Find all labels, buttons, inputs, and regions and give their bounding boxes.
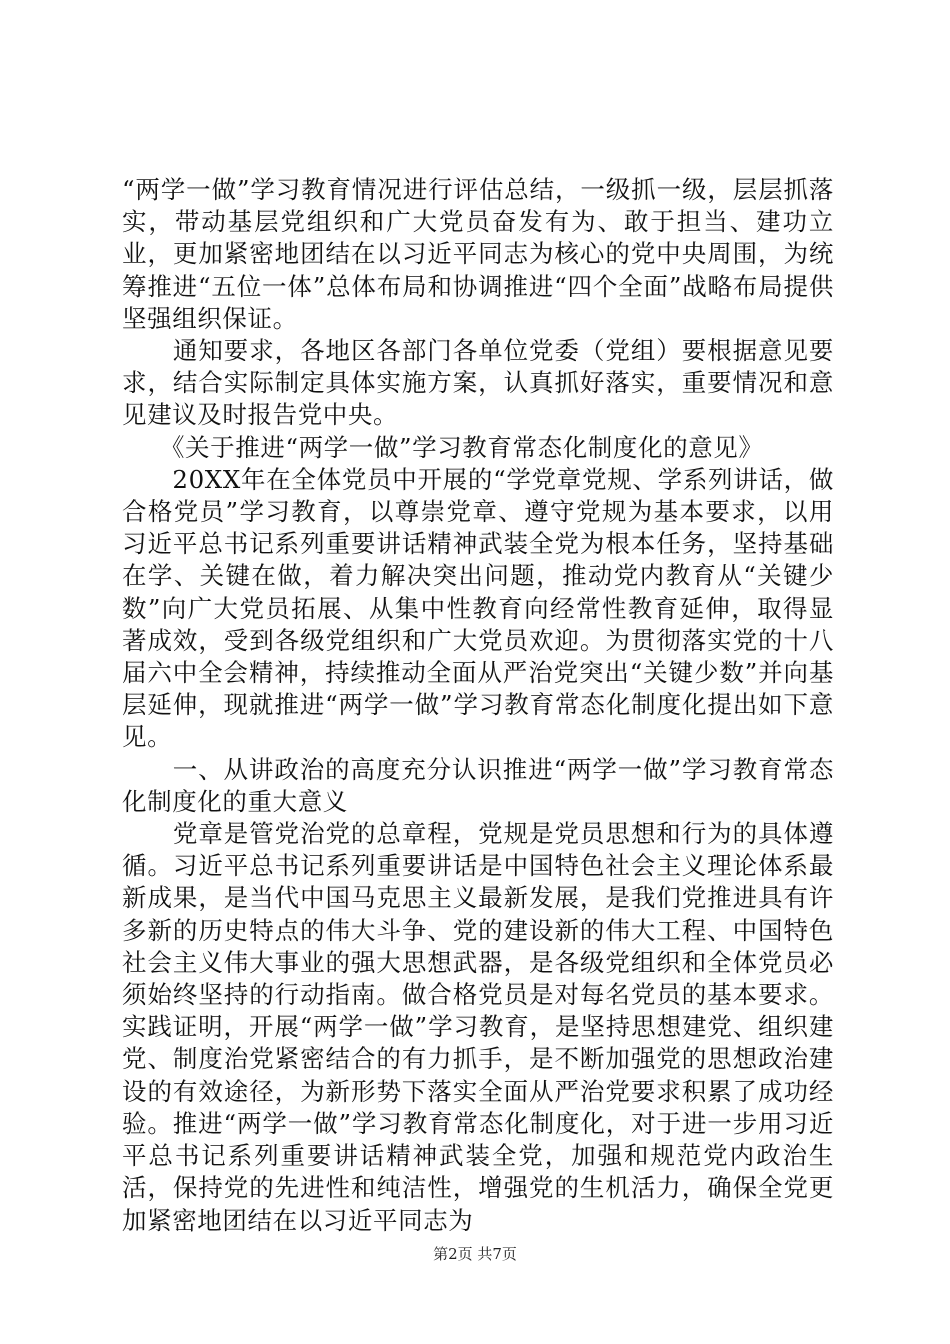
document-body — [122, 174, 834, 1237]
paragraph-intro: 20XX年在全体党员中开展的“学党章党规、学系列讲话，做合格党员”学习教育，以尊崇党章、遵守党规为基本要求，以用习近平总书记系列重要讲话精神武装全党为根本任务，坚持基础在学、关键在做，着力解决突出问题，推动党内教育从“关键少数”向广大党员拓展、从集中性教育向经常性教育延伸，取得显著成效，受到各级党组织和广大党员欢迎。为贯彻落实党的十八届六中全会精神，持续推动全面从严治党突出“关键少数”并向基层延伸，现就推进“两学一做”学习教育常态化制度化提出如下意见。 — [122, 464, 834, 752]
paragraph-significance: 党章是管党治党的总章程，党规是党员思想和行为的具体遵循。习近平总书记系列重要讲话是中国特色社会主义理论体系最新成果，是当代中国马克思主义最新发展，是我们党推进具有许多新的历史特点的伟大斗争、党的建设新的伟大工程、中国特色社会主义伟大事业的强大思想武器，是各级党组织和全体党员必须始终坚持的行动指南。做合格党员是对每名党员的基本要求。实践证明，开展“两学一做”学习教育，是坚持思想建党、组织建党、制度治党紧密结合的有力抓手，是不断加强党的思想政治建设的有效途径，为新形势下落实全面从严治党要求积累了成功经验。推进“两学一做”学习教育常态化制度化，对于进一步用习近平总书记系列重要讲话精神武装全党，加强和规范党内政治生活，保持党的先进性和纯洁性，增强党的生机活力，确保全党更加紧密地团结在以习近平同志为 — [122, 819, 834, 1235]
paragraph-opinion-title: 《关于推进“两学一做”学习教育常态化制度化的意见》 — [122, 432, 764, 462]
paragraph-notice-requirement: 通知要求，各地区各部门各单位党委（党组）要根据意见要求，结合实际制定具体实施方案，认真抓好落实，重要情况和意见建议及时报告党中央。 — [122, 336, 834, 430]
page-number-footer: 第2页 共7页 — [433, 1245, 517, 1263]
paragraph-continuation: “两学一做”学习教育情况进行评估总结，一级抓一级，层层抓落实，带动基层党组织和广大党员奋发有为、敢于担当、建功立业，更加紧密地团结在以习近平同志为核心的党中央周围，为统筹推进“五位一体”总体布局和协调推进“四个全面”战略布局提供坚强组织保证。 — [122, 175, 834, 333]
section-heading-1: 一、从讲政治的高度充分认识推进“两学一做”学习教育常态化制度化的重大意义 — [122, 754, 834, 816]
